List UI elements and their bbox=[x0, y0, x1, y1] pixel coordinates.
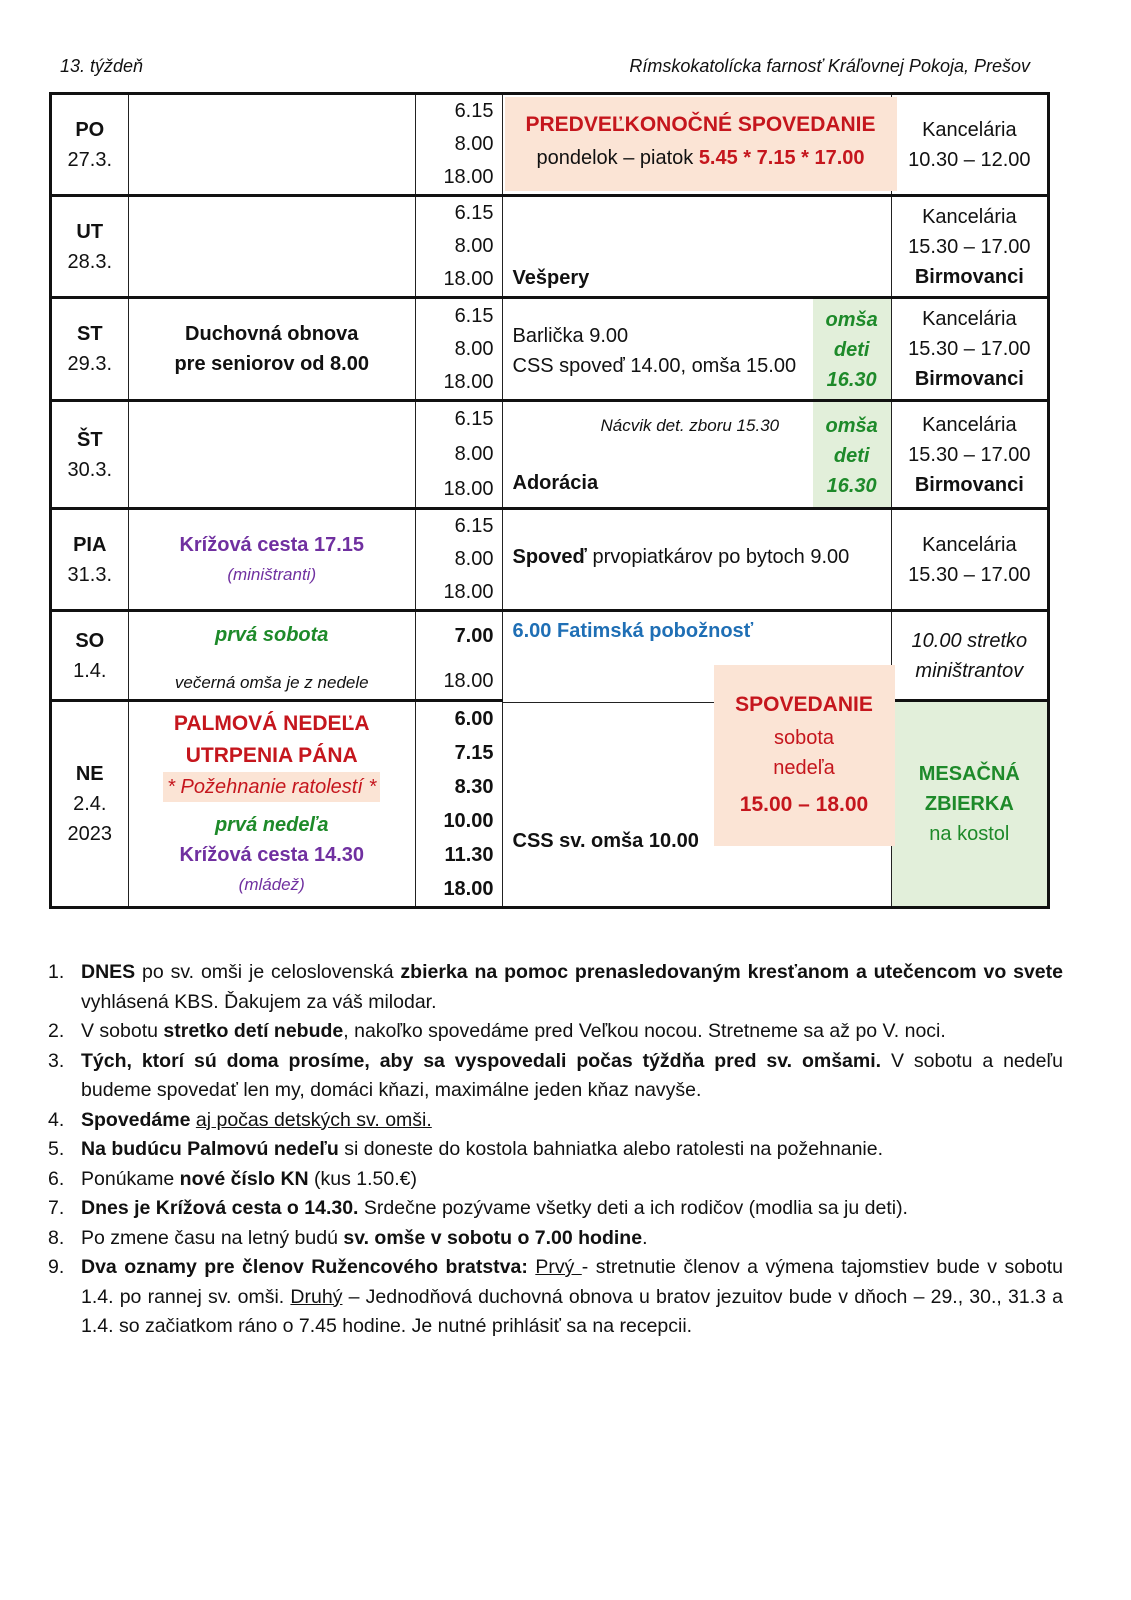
mass-time: 6.15 bbox=[454, 202, 494, 224]
office-cell bbox=[891, 196, 1048, 298]
sunday-css-mass-note: CSS sv. omša 10.00 bbox=[512, 830, 699, 852]
day-cell bbox=[51, 611, 129, 701]
event-subtitle: (miništranti) bbox=[227, 564, 317, 584]
announcement-text: – Jednodňová duchovná obnova u bratov jezuitov bude v dňoch – 29., 30., 31.3 a 1.4. so začiatkom ráno o 7.45 hodine. Je nutné prihlásiť sa na recepcii. bbox=[81, 1285, 1063, 1337]
weekend-confession-time: 15.00 – 18.00 bbox=[739, 793, 869, 816]
easter-confession-title: PREDVEĽKONOČNÉ SPOVEDANIE bbox=[525, 113, 876, 136]
announcement-number: 3. bbox=[48, 1049, 65, 1072]
mass-time: 7.00 bbox=[454, 625, 494, 647]
event-cell bbox=[128, 611, 415, 701]
fatima-devotion-note: 6.00 Fatimská pobožnosť bbox=[512, 620, 754, 642]
first-sunday-label: prvá nedeľa bbox=[214, 814, 329, 836]
announcement-text: Tých, ktorí sú doma prosíme, aby sa vyspovedali počas týždňa pred sv. omšami. bbox=[81, 1049, 882, 1072]
notes-cell bbox=[502, 401, 891, 509]
day-abbr: PIA bbox=[73, 533, 107, 556]
announcement-number: 4. bbox=[48, 1108, 65, 1131]
kids-mass-line: omša bbox=[825, 309, 878, 331]
announcement-text: Dva oznamy pre členov Ružencového bratstva: bbox=[81, 1256, 528, 1278]
announcement-number: 6. bbox=[48, 1167, 65, 1190]
notes-cell bbox=[502, 94, 891, 196]
adoration-note: Adorácia bbox=[512, 472, 599, 494]
row-divider bbox=[503, 702, 714, 703]
announcement-text: Ponúkame bbox=[81, 1167, 180, 1190]
announcement-text: vyhlásená KBS. Ďakujem za váš milodar. bbox=[81, 990, 437, 1013]
note-rest: prvopiatkárov po bytoch 9.00 bbox=[586, 546, 850, 568]
office-label: Kancelária bbox=[922, 413, 1017, 436]
mass-time: 18.00 bbox=[443, 581, 494, 603]
event-cell bbox=[128, 509, 415, 611]
blessing-of-branches: * Požehnanie ratolestí * bbox=[163, 772, 380, 802]
announcement-item bbox=[48, 1017, 1063, 1047]
mass-time: 8.00 bbox=[454, 133, 494, 155]
day-cell bbox=[51, 401, 129, 509]
mass-times-cell bbox=[415, 701, 502, 908]
mass-time: 7.15 bbox=[454, 742, 494, 764]
easter-confession-times bbox=[505, 147, 897, 170]
announcement-text: nové číslo KN bbox=[179, 1167, 309, 1190]
day-abbr: UT bbox=[76, 220, 104, 243]
day-date: 2.4. bbox=[73, 793, 107, 815]
event-cell bbox=[128, 94, 415, 196]
event-subtitle: (mládež) bbox=[238, 875, 305, 894]
week-label: 13. týždeň bbox=[60, 56, 144, 76]
kids-mass-line: deti bbox=[833, 339, 870, 361]
way-of-cross-event: Krížová cesta 17.15 bbox=[179, 533, 364, 556]
announcement-text: Druhý bbox=[290, 1285, 343, 1308]
announcement-text: aj počas detských sv. omši. bbox=[195, 1108, 432, 1131]
announcement-text: sv. omše v sobotu o 7.00 hodine bbox=[343, 1226, 643, 1249]
confirmands-label: Birmovanci bbox=[914, 265, 1024, 288]
confession-hours: 5.45 * 7.15 * 17.00 bbox=[698, 147, 865, 169]
event-subtitle: pre seniorov od 8.00 bbox=[174, 353, 369, 375]
kids-mass-line: omša bbox=[825, 415, 878, 437]
day-cell bbox=[51, 701, 129, 908]
confession-days: pondelok – piatok bbox=[536, 147, 699, 169]
announcement-text: V sobotu bbox=[81, 1020, 164, 1042]
mass-time: 6.00 bbox=[454, 708, 494, 730]
office-hours: 10.30 – 12.00 bbox=[908, 148, 1031, 171]
day-date: 30.3. bbox=[67, 458, 112, 481]
office-label: Kancelária bbox=[922, 118, 1017, 141]
mass-times-cell bbox=[415, 509, 502, 611]
announcement-text: Po zmene času na letný budú bbox=[81, 1226, 344, 1249]
weekend-confession-day: nedeľa bbox=[773, 757, 835, 779]
mass-time: 8.00 bbox=[454, 548, 494, 570]
mass-time: 6.15 bbox=[454, 304, 494, 327]
announcement-item bbox=[48, 1253, 1063, 1342]
office-cell bbox=[891, 509, 1048, 611]
announcement-text: Dnes je Krížová cesta o 14.30. bbox=[81, 1197, 359, 1219]
day-cell bbox=[51, 298, 129, 401]
meeting-line: miništrantov bbox=[915, 659, 1024, 682]
office-cell bbox=[891, 94, 1048, 196]
day-date: 27.3. bbox=[67, 148, 112, 171]
office-cell bbox=[891, 298, 1048, 401]
mass-times-cell bbox=[415, 611, 502, 701]
event-cell bbox=[128, 298, 415, 401]
mass-time: 18.00 bbox=[443, 166, 494, 188]
mass-time: 8.00 bbox=[454, 337, 494, 360]
mass-time: 18.00 bbox=[443, 478, 494, 500]
schedule-row-ut bbox=[51, 196, 1049, 298]
announcement-text: po sv. omši je celoslovenská bbox=[135, 961, 401, 983]
announcement-number: 8. bbox=[48, 1226, 65, 1249]
day-date: 31.3. bbox=[67, 563, 112, 586]
mass-times-cell bbox=[415, 298, 502, 401]
mass-times-cell bbox=[415, 94, 502, 196]
announcement-item bbox=[48, 1106, 1063, 1136]
note-line: CSS spoveď 14.00, omša 15.00 bbox=[512, 355, 797, 377]
vespers-note: Vešpery bbox=[512, 267, 590, 289]
confession-note bbox=[513, 546, 850, 569]
mass-time: 11.30 bbox=[444, 844, 494, 866]
day-cell bbox=[51, 196, 129, 298]
announcement-text: zbierka na pomoc prenasledovaným kresťanom a utečencom vo svete bbox=[400, 961, 1063, 983]
announcement-text: - stretnutie členov a výmena tajomstiev bude v sobotu 1.4. po rannej sv. omši. bbox=[81, 1256, 1063, 1308]
event-title: Duchovná obnova bbox=[185, 323, 359, 345]
announcement-text: Prvý bbox=[535, 1256, 582, 1278]
announcement-number: 5. bbox=[48, 1138, 65, 1160]
monthly-collection-cell bbox=[891, 701, 1048, 908]
parish-name: Rímskokatolícka farnosť Kráľovnej Pokoja, Prešov bbox=[629, 56, 1030, 76]
announcement-text: Spovedáme bbox=[81, 1108, 191, 1131]
note-bold: Spoveď bbox=[512, 546, 587, 568]
kids-mass-time: 16.30 bbox=[826, 475, 877, 497]
mass-time: 8.00 bbox=[454, 443, 494, 465]
announcements-list bbox=[48, 958, 1063, 1342]
day-abbr: ŠT bbox=[76, 428, 103, 451]
mass-times-cell bbox=[415, 401, 502, 509]
schedule-row-po bbox=[51, 94, 1049, 196]
event-cell bbox=[128, 196, 415, 298]
mass-time: 18.00 bbox=[443, 670, 494, 692]
announcement-number: 7. bbox=[48, 1197, 65, 1219]
weekly-schedule-table bbox=[49, 92, 1050, 909]
announcement-item bbox=[48, 1165, 1063, 1195]
palm-sunday-subtitle: UTRPENIA PÁNA bbox=[185, 744, 358, 767]
announcement-item bbox=[48, 1224, 1063, 1254]
announcement-item bbox=[48, 958, 1063, 1017]
mass-time: 18.00 bbox=[443, 370, 494, 393]
event-cell bbox=[128, 701, 415, 908]
day-date: 28.3. bbox=[67, 250, 112, 273]
office-cell bbox=[891, 401, 1048, 509]
schedule-row-stv bbox=[51, 401, 1049, 509]
office-hours: 15.30 – 17.00 bbox=[908, 235, 1031, 258]
announcement-text: stretko detí nebude bbox=[163, 1020, 344, 1042]
day-cell bbox=[51, 509, 129, 611]
day-year: 2023 bbox=[67, 823, 113, 845]
day-abbr: ST bbox=[76, 323, 103, 345]
collection-purpose: na kostol bbox=[929, 823, 1010, 845]
announcement-text: DNES bbox=[81, 961, 136, 983]
way-of-cross-event: Krížová cesta 14.30 bbox=[179, 844, 364, 866]
announcement-text: si doneste do kostola bahniatka alebo ratolesti na požehnanie. bbox=[338, 1138, 884, 1160]
kids-mass-time: 16.30 bbox=[826, 369, 877, 391]
schedule-row-st bbox=[51, 298, 1049, 401]
evening-mass-note: večerná omša je z nedele bbox=[174, 673, 369, 692]
mass-time: 18.00 bbox=[443, 878, 494, 900]
announcement-item bbox=[48, 1194, 1063, 1224]
announcement-item bbox=[48, 1135, 1063, 1165]
kids-mass-box bbox=[813, 299, 891, 399]
office-hours: 15.30 – 17.00 bbox=[908, 563, 1031, 586]
mass-time: 6.15 bbox=[454, 100, 494, 122]
mass-time: 6.15 bbox=[454, 515, 494, 537]
day-date: 29.3. bbox=[67, 353, 112, 375]
day-abbr: SO bbox=[75, 629, 105, 652]
schedule-row-pia bbox=[51, 509, 1049, 611]
announcement-item bbox=[48, 1047, 1063, 1106]
day-date: 1.4. bbox=[73, 659, 107, 682]
mass-time: 8.30 bbox=[454, 776, 494, 798]
note-line: Barlička 9.00 bbox=[512, 325, 629, 347]
mass-time: 18.00 bbox=[443, 268, 494, 290]
choir-rehearsal-note: Nácvik det. zboru 15.30 bbox=[600, 416, 780, 435]
office-label: Kancelária bbox=[922, 533, 1017, 556]
notes-cell bbox=[502, 509, 891, 611]
announcement-number: 2. bbox=[48, 1020, 65, 1042]
weekend-confession-day: sobota bbox=[773, 727, 835, 749]
announcement-text: Na budúcu Palmovú nedeľu bbox=[81, 1138, 339, 1160]
day-cell bbox=[51, 94, 129, 196]
office-label: Kancelária bbox=[922, 308, 1017, 330]
day-abbr: NE bbox=[75, 763, 104, 785]
weekend-notes-cell bbox=[502, 611, 891, 908]
meeting-line: 10.00 stretko bbox=[911, 629, 1028, 652]
weekend-confession-title: SPOVEDANIE bbox=[735, 693, 873, 716]
schedule-row-so bbox=[51, 611, 1049, 701]
office-hours: 15.30 – 17.00 bbox=[908, 443, 1031, 466]
collection-title: ZBIERKA bbox=[924, 793, 1014, 815]
announcement-number: 1. bbox=[48, 961, 65, 983]
kids-mass-line: deti bbox=[833, 445, 870, 467]
event-cell bbox=[128, 401, 415, 509]
confirmands-label: Birmovanci bbox=[914, 368, 1024, 390]
ministrants-meeting-cell bbox=[891, 611, 1048, 701]
notes-text bbox=[513, 321, 797, 381]
collection-title: MESAČNÁ bbox=[918, 763, 1020, 785]
office-hours: 15.30 – 17.00 bbox=[908, 338, 1031, 360]
office-label: Kancelária bbox=[922, 205, 1017, 228]
palm-sunday-title: PALMOVÁ NEDEĽA bbox=[173, 712, 370, 735]
mass-time: 10.00 bbox=[443, 810, 494, 832]
announcement-text: , nakoľko spovedáme pred Veľkou nocou. Stretneme sa až po V. noci. bbox=[343, 1020, 946, 1042]
confirmands-label: Birmovanci bbox=[914, 473, 1024, 496]
day-abbr: PO bbox=[75, 118, 105, 141]
notes-cell bbox=[502, 298, 891, 401]
kids-mass-box bbox=[813, 402, 891, 507]
announcement-text: V sobotu a nedeľu budeme spovedať len my, domáci kňazi, maximálne jeden kňaz navyše. bbox=[81, 1049, 1063, 1101]
announcement-text: . bbox=[642, 1226, 648, 1249]
announcement-text: Srdečne pozývame všetky deti a ich rodičov (modlia sa ju deti). bbox=[358, 1197, 908, 1219]
weekend-confession-box bbox=[714, 665, 895, 846]
notes-cell bbox=[502, 196, 891, 298]
mass-time: 8.00 bbox=[454, 235, 494, 257]
mass-time: 6.15 bbox=[454, 408, 494, 430]
announcement-number: 9. bbox=[48, 1256, 65, 1278]
announcement-text: (kus 1.50.€) bbox=[308, 1167, 417, 1190]
page-header bbox=[60, 56, 1050, 82]
easter-confession-box bbox=[505, 97, 897, 191]
first-saturday-label: prvá sobota bbox=[215, 624, 329, 646]
mass-times-cell bbox=[415, 196, 502, 298]
